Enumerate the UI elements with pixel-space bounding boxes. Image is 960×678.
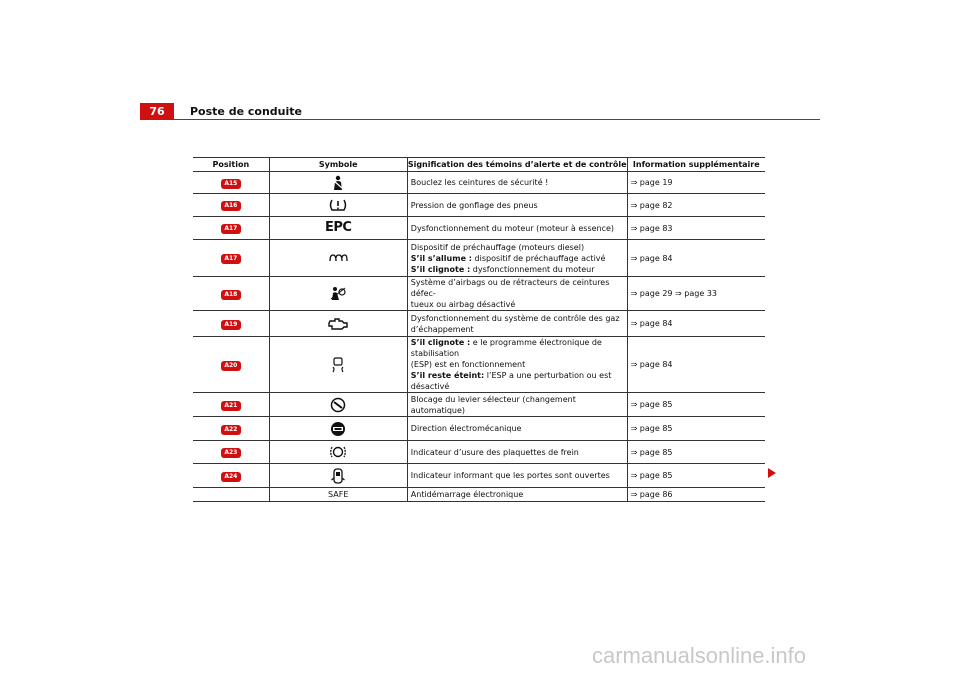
page-ref-link[interactable]: ⇒ page 84 [630,319,673,328]
position-cell [193,417,269,441]
symbol-cell [269,488,407,502]
position-cell [193,172,269,194]
symbol-cell [269,194,407,217]
meaning-text: Direction électromécanique [410,424,522,433]
table-row [193,194,765,217]
col-header-meaning: Signification des témoins d’alerte et de contrôle [407,158,627,172]
symbol-cell [269,417,407,441]
warning-lights-table [193,157,765,502]
meaning-cell [407,240,627,277]
position-badge: A15 [221,179,241,189]
meaning-cell [407,217,627,240]
meaning-cell [407,488,627,502]
meaning-cell [407,464,627,488]
meaning-text: l’ESP a une perturbation ou est désactivé [410,371,612,391]
position-badge: A21 [221,401,241,411]
info-cell [627,172,765,194]
table-row [193,240,765,277]
meaning-text: e le programme électronique de stabilisation [410,338,602,358]
page-ref-link[interactable]: ⇒ page 86 [630,490,673,499]
position-cell [193,441,269,464]
table-row [193,417,765,441]
position-badge: A17 [221,254,241,264]
meaning-cell [407,277,627,311]
table-row [193,464,765,488]
safe-label: SAFE [328,490,349,499]
meaning-line [411,370,627,392]
meaning-text: Dispositif de préchauffage (moteurs diesel) [410,242,585,252]
info-cell [627,464,765,488]
page-number: 76 [140,103,174,120]
meaning-line [411,337,627,359]
symbol-cell [269,172,407,194]
meaning-cell [407,311,627,337]
table-row [193,172,765,194]
symbol-cell [269,240,407,277]
info-cell [627,217,765,240]
meaning-cell [407,172,627,194]
info-cell [627,417,765,441]
glow-plug-icon [328,252,348,264]
engine-icon [327,317,349,330]
page-ref-link[interactable]: ⇒ page 85 [630,400,673,409]
seatbelt-icon [331,175,345,191]
epc-icon: EPC [324,220,352,235]
position-cell [193,488,269,502]
tire-pressure-icon [327,198,349,212]
symbol-cell [269,337,407,393]
condition-label: S’il clignote : [410,338,471,347]
meaning-text: Antidémarrage électronique [410,490,524,499]
table-row [193,217,765,240]
position-cell [193,240,269,277]
meaning-text: Dysfonctionnement du moteur (moteur à essence) [410,223,615,233]
page-ref-link[interactable]: ⇒ page 84 [630,360,673,369]
table-row [193,337,765,393]
condition-label: S’il clignote : [410,264,471,274]
meaning-text: d’échappement [410,324,474,334]
info-cell [627,337,765,393]
position-badge: A24 [221,472,241,482]
meaning-cell [407,441,627,464]
position-cell [193,337,269,393]
info-cell [627,240,765,277]
col-header-info: Information supplémentaire [627,158,765,172]
position-cell [193,311,269,337]
info-cell [627,393,765,417]
position-badge: A23 [221,448,241,458]
page-ref-link[interactable]: ⇒ page 83 [630,223,673,233]
col-header-symbol: Symbole [269,158,407,172]
meaning-text: Indicateur d’usure des plaquettes de frein [410,447,579,457]
meaning-text: Système d’airbags ou de rétracteurs de ceintures défec- [410,278,610,298]
esp-icon [330,357,346,373]
condition-label: S’il s’allume : [410,253,472,263]
meaning-cell [407,417,627,441]
brake-pad-icon [329,445,347,459]
gear-lever-lock-icon [330,397,346,413]
position-badge: A18 [221,290,241,300]
door-open-icon [331,468,345,484]
position-badge: A22 [221,425,241,435]
page-title: Poste de conduite [190,105,302,118]
table-row [193,393,765,417]
position-cell [193,393,269,417]
watermark: carmanualsonline.info [592,643,807,668]
meaning-line [411,253,627,264]
meaning-text: dysfonctionnement du moteur [470,264,595,274]
symbol-cell [269,393,407,417]
page-ref-link[interactable]: ⇒ page 85 [630,447,673,457]
table-row [193,311,765,337]
meaning-text: Pression de gonflage des pneus [410,200,538,210]
table-row [193,488,765,502]
meaning-cell [407,194,627,217]
symbol-cell [269,311,407,337]
meaning-cell [407,337,627,393]
position-cell [193,277,269,311]
meaning-text: dispositif de préchauffage activé [471,253,606,263]
meaning-text: (ESP) est en fonctionnement [410,360,526,369]
page-ref-link[interactable]: ⇒ page 85 [630,471,673,480]
table-header-row [193,158,765,172]
airbag-icon [330,286,346,301]
page-ref-link[interactable]: ⇒ page 82 [630,200,673,210]
position-cell [193,194,269,217]
meaning-text: Indicateur informant que les portes sont ouvertes [410,471,610,480]
page-ref-link[interactable]: ⇒ page 19 [630,178,673,187]
symbol-cell [269,464,407,488]
symbol-cell [269,441,407,464]
condition-label: S’il reste éteint: [410,371,485,380]
table-row [193,441,765,464]
meaning-text: Dysfonctionnement du système de contrôle des gaz [410,313,620,323]
position-badge: A17 [221,224,241,234]
position-cell [193,217,269,240]
meaning-line [411,264,627,275]
header-rule [174,119,820,120]
meaning-text: tueux ou airbag désactivé [410,300,516,309]
page-ref-link[interactable]: ⇒ page 85 [630,424,673,433]
symbol-cell [269,277,407,311]
info-cell [627,277,765,311]
meaning-text: Bouclez les ceintures de sécurité ! [410,178,549,187]
position-badge: A16 [221,201,241,211]
page-ref-link[interactable]: ⇒ page 29 ⇒ page 33 [630,289,718,298]
table-row [193,277,765,311]
position-badge: A19 [221,320,241,330]
position-badge: A20 [221,361,241,371]
next-page-arrow-icon[interactable] [768,468,776,478]
info-cell [627,194,765,217]
steering-icon [330,421,346,437]
col-header-position: Position [193,158,269,172]
meaning-cell [407,393,627,417]
info-cell [627,488,765,502]
info-cell [627,311,765,337]
meaning-text: Blocage du levier sélecteur (changement automatique) [410,394,576,415]
page-ref-link[interactable]: ⇒ page 84 [630,253,673,263]
info-cell [627,441,765,464]
position-cell [193,464,269,488]
symbol-cell [269,217,407,240]
